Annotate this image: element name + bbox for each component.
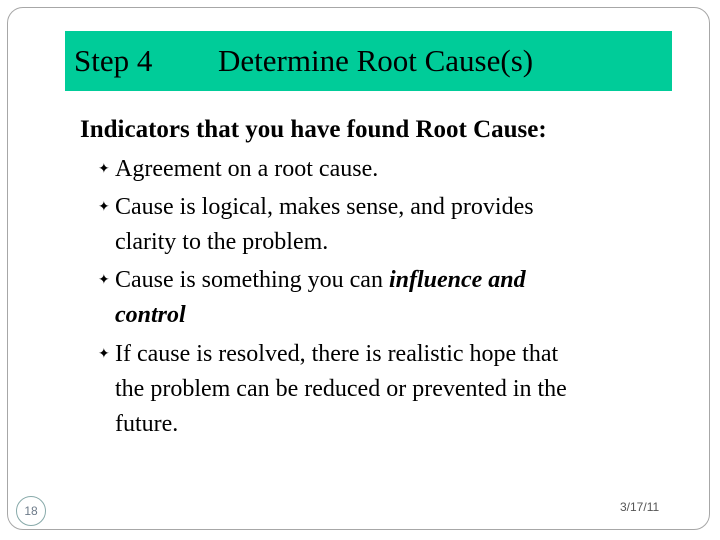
bullet-text-emphasis-continued: control bbox=[115, 302, 186, 328]
bullet-item-agreement bbox=[0, 152, 600, 187]
bullet-item-resolved bbox=[0, 337, 600, 442]
indicators-heading: Indicators that you have found Root Cause: bbox=[80, 116, 547, 143]
bullet-item-logical bbox=[0, 190, 600, 260]
bullet-text-continued: the problem can be reduced or prevented in the bbox=[115, 376, 567, 402]
title-text: Determine Root Cause(s) bbox=[218, 43, 534, 78]
bullet-star-icon: ✦ bbox=[98, 272, 110, 288]
bullet-text bbox=[115, 263, 526, 298]
bullet-text: If cause is resolved, there is realistic hope that bbox=[115, 341, 559, 367]
bullet-star-icon: ✦ bbox=[98, 346, 110, 362]
title-step: Step 4 bbox=[74, 43, 153, 78]
slide-date: 3/17/11 bbox=[620, 500, 660, 514]
bullet-item-influence bbox=[0, 263, 600, 333]
bullet-text-continued: clarity to the problem. bbox=[115, 229, 329, 255]
bullet-star-icon: ✦ bbox=[98, 199, 110, 215]
slide-number: 18 bbox=[16, 496, 46, 526]
bullet-text: Cause is logical, makes sense, and provides bbox=[115, 194, 534, 220]
bullet-text: Agreement on a root cause. bbox=[115, 156, 379, 182]
bullet-text-plain: Cause is something you can bbox=[115, 267, 389, 293]
bullet-text-continued: future. bbox=[115, 411, 179, 437]
bullet-star-icon: ✦ bbox=[98, 161, 110, 177]
bullet-text-emphasis: influence and bbox=[388, 267, 526, 293]
